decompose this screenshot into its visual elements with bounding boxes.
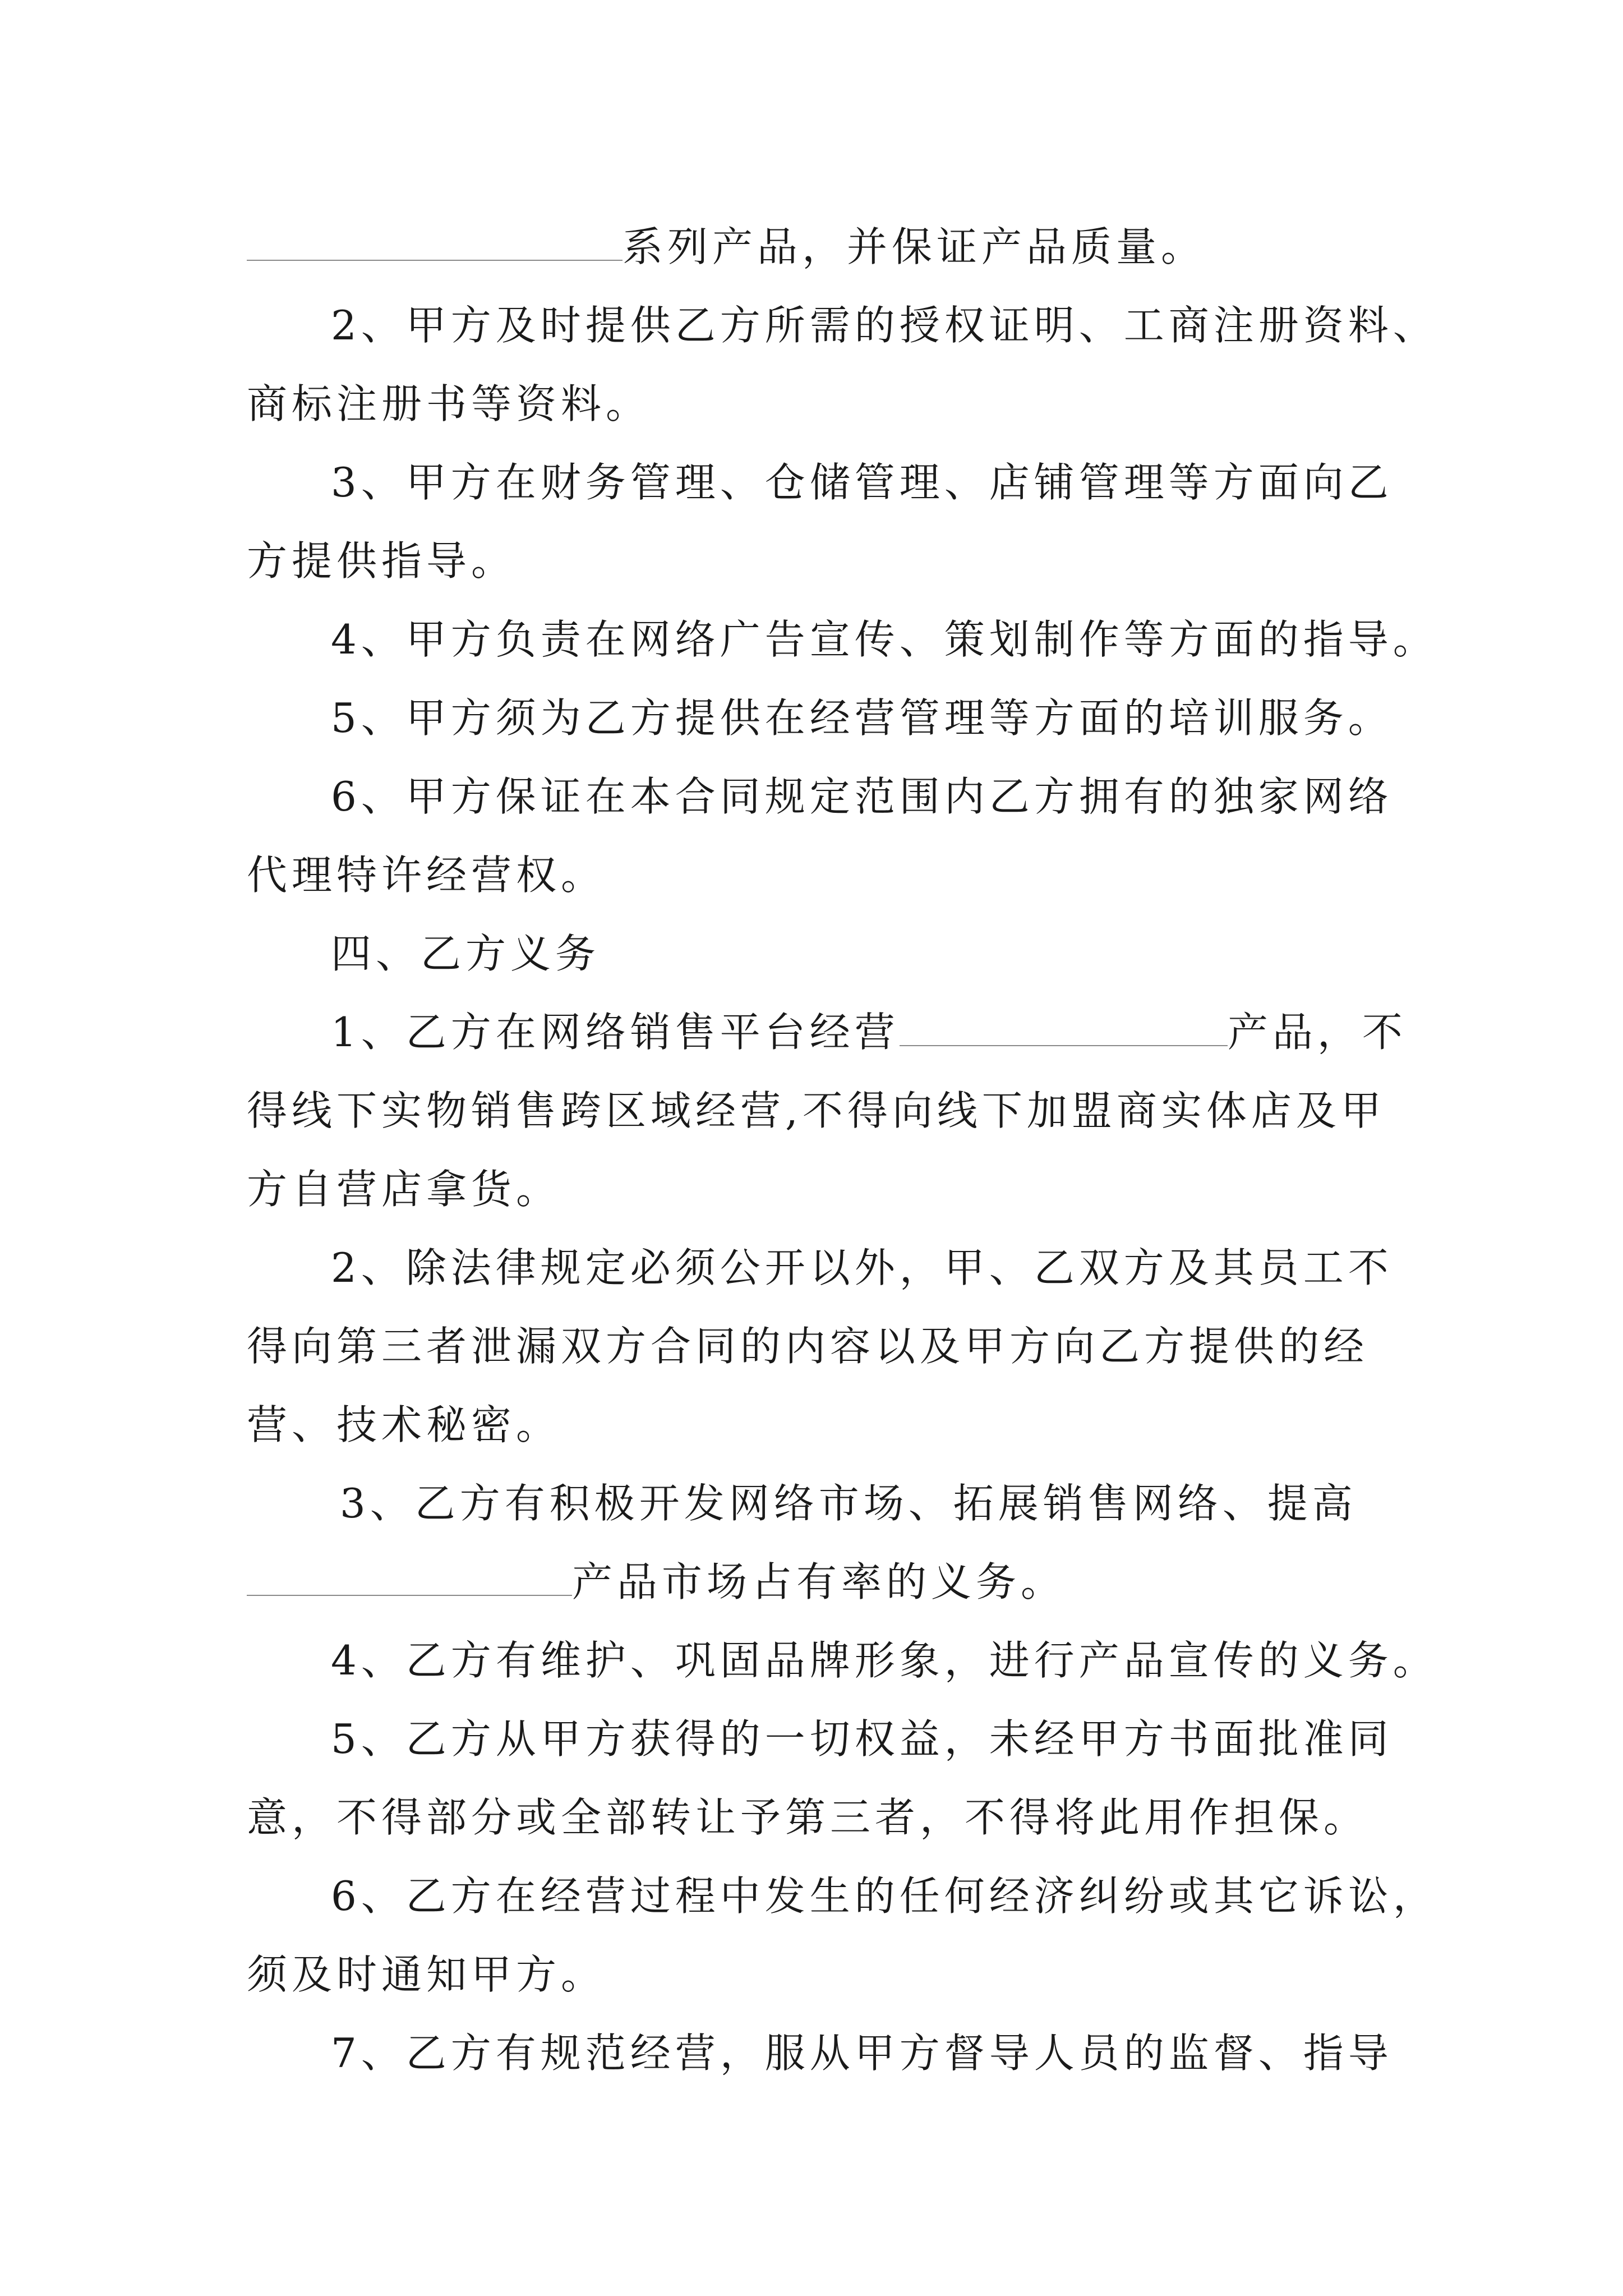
line-text: 2、除法律规定必须公开以外，甲、乙双方及其员工不 [331,1244,1393,1291]
section-heading [247,914,1402,993]
fill-in-blank [900,1014,1228,1046]
line-text: 得线下实物销售跨区域经营,不得向线下加盟商实体店及甲 [247,1087,1386,1134]
line-text: 4、甲方负责在网络广告宣传、策划制作等方面的指导。 [331,616,1438,663]
clause-a2 [247,286,1438,365]
clause-a4 [247,600,1438,679]
line-text: 7、乙方有规范经营，服从甲方督导人员的监督、指导 [331,2030,1393,2077]
line-text: 产品市场占有率的义务。 [572,1558,1066,1605]
line-text: 方自营店拿货。 [247,1166,561,1213]
line-text: 3、甲方在财务管理、仓储管理、店铺管理等方面向乙 [331,459,1393,506]
fill-in-blank [247,228,623,261]
line-text: 营、技术秘密。 [247,1401,561,1448]
fill-in-blank [247,1563,572,1596]
line-text: 得向第三者泄漏双方合同的内容以及甲方向乙方提供的经 [247,1323,1369,1370]
line-text: 方提供指导。 [247,537,517,585]
paragraph-line [247,522,1402,600]
line-text: 1、乙方在网络销售平台经营 [331,1009,900,1056]
line-text: 5、甲方须为乙方提供在经营管理等方面的培训服务。 [331,694,1393,742]
paragraph-line [247,1150,1402,1228]
heading-text: 四、乙方义务 [331,930,601,977]
clause-b4 [247,1621,1438,1700]
line-text: 商标注册书等资料。 [247,380,651,427]
line-text: 2、甲方及时提供乙方所需的授权证明、工商注册资料、 [331,302,1438,349]
line-text: 意，不得部分或全部转让予第三者，不得将此用作担保。 [247,1794,1369,1841]
paragraph-line [247,836,1402,914]
line-text: 4、乙方有维护、巩固品牌形象，进行产品宣传的义务。 [331,1637,1438,1684]
line-text: 产品，不 [1227,1009,1407,1056]
line-text: 系列产品，并保证产品质量。 [623,223,1206,270]
line-text: 3、乙方有积极开发网络市场、拓展销售网络、提高 [340,1480,1357,1527]
clause-b7 [247,2014,1402,2092]
paragraph-line [247,1386,1402,1464]
paragraph-line [247,365,1402,443]
paragraph-line [247,1071,1402,1150]
clause-b3 [247,1464,1402,1543]
line-text: 须及时通知甲方。 [247,1951,606,1998]
paragraph-line [247,1307,1402,1386]
line-text: 代理特许经营权。 [247,852,606,899]
clause-a3 [247,443,1402,522]
clause-b1 [247,993,1407,1071]
clause-a5 [247,679,1402,757]
clause-b2 [247,1228,1402,1307]
line-text: 6、甲方保证在本合同规定范围内乙方拥有的独家网络 [331,773,1393,820]
line-text: 5、乙方从甲方获得的一切权益，未经甲方书面批准同 [331,1715,1393,1763]
paragraph-line [247,208,1402,286]
clause-b6 [247,1857,1438,1935]
paragraph-line [247,1935,1402,2014]
paragraph-line [247,1778,1402,1857]
paragraph-line [247,1543,1402,1621]
line-text: 6、乙方在经营过程中发生的任何经济纠纷或其它诉讼， [331,1872,1438,1920]
clause-a6 [247,757,1402,836]
clause-b5 [247,1700,1402,1778]
document-body [247,208,1438,2092]
